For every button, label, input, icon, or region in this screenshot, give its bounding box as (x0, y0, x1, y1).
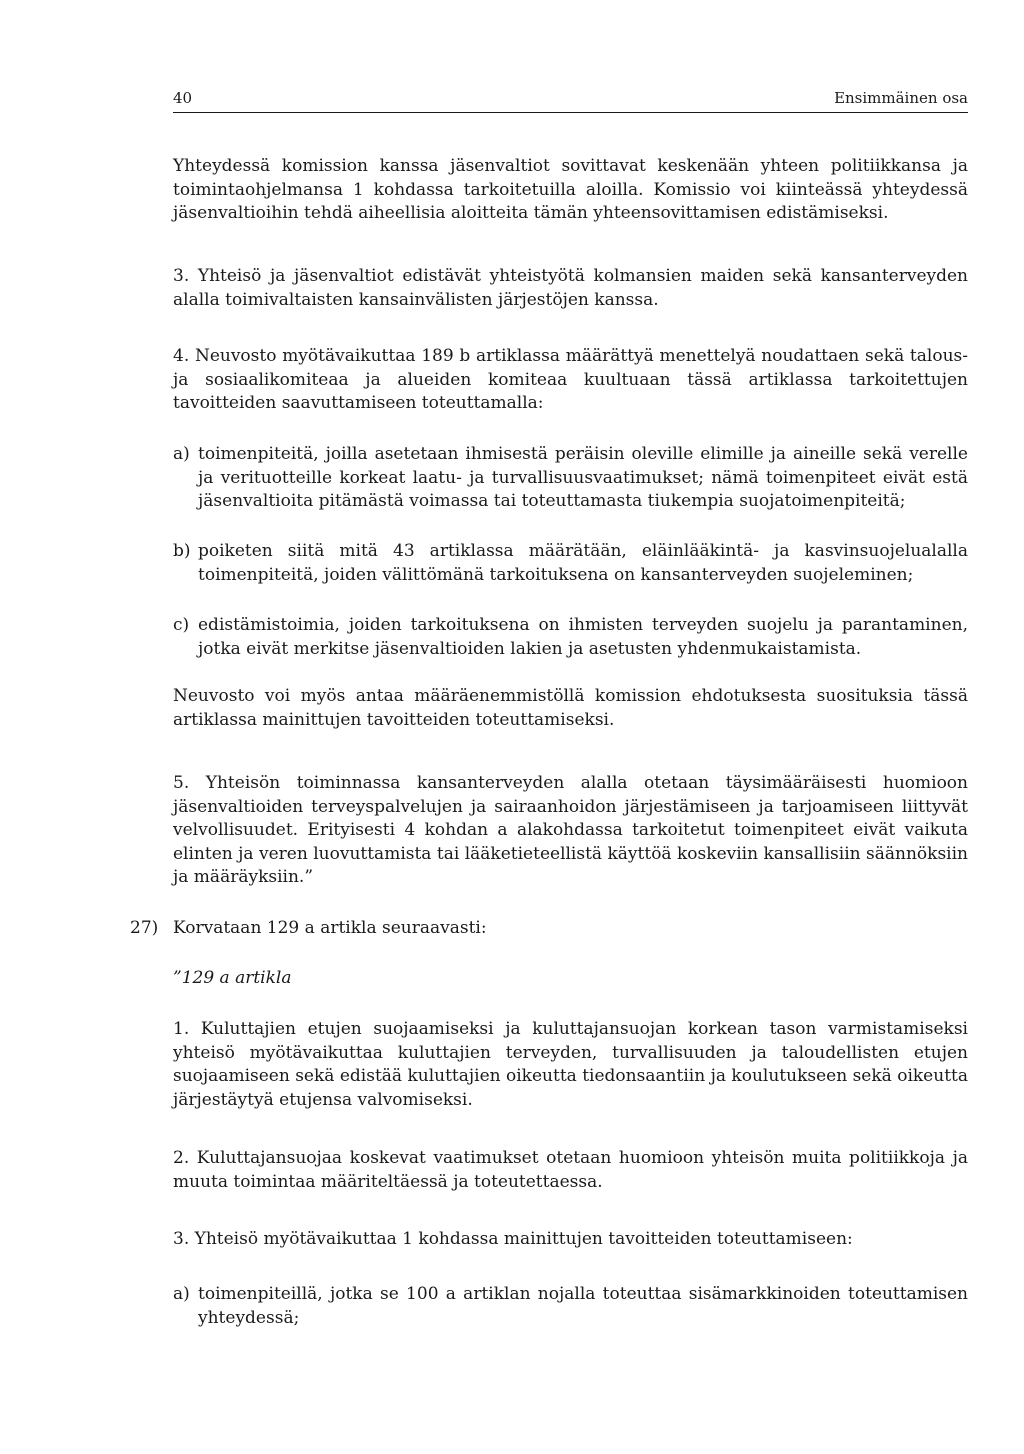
paragraph-council: Neuvosto voi myös antaa määräenemmistöllä komission ehdotuksesta suosituksia tässä artiklassa mainittujen tavoitteiden toteuttamiseksi. (173, 686, 968, 730)
article-heading: ”129 a artikla (173, 968, 292, 988)
item-b-label: b) (173, 541, 191, 561)
paragraph-4: 4. Neuvosto myötävaikuttaa 189 b artiklassa määrättyä menettelyä noudattaen sekä talous- ja sosiaalikomiteaa ja alueiden komiteaa kuultuaan tässä artiklassa tarkoitettujen tavoitteiden saavuttamiseen toteuttamalla: (173, 346, 968, 413)
item-27-label: 27) (130, 918, 159, 938)
page-number: 40 (173, 89, 193, 107)
article-paragraph-3: 3. Yhteisö myötävaikuttaa 1 kohdassa mainittujen tavoitteiden toteuttamiseen: (173, 1229, 853, 1249)
item-a-label: a) (173, 444, 190, 464)
article-paragraph-2: 2. Kuluttajansuojaa koskevat vaatimukset otetaan huomioon yhteisön muita politiikkoja ja muuta toimintaa määriteltäessä ja toteutettaessa. (173, 1148, 968, 1192)
paragraph-4c: edistämistoimia, joiden tarkoituksena on ihmisten terveyden suojelu ja parantaminen, jotka eivät merkitse jäsenvaltioiden lakien ja asetusten yhdenmukaistamista. (198, 615, 968, 659)
page-header (173, 84, 968, 113)
paragraph-5: 5. Yhteisön toiminnassa kansanterveyden alalla otetaan täysimääräisesti huomioon jäsenvaltioiden terveyspalvelujen ja sairaanhoidon järjestämiseen ja tarjoamiseen liittyvät velvollisuudet. Erityisesti 4 kohdan a alakohdassa tarkoitetut toimenpiteet eivät vaikuta elinten ja veren luovuttamista tai lääketieteellistä käyttöä koskeviin kansallisiin säännöksiin ja määräyksiin.” (173, 773, 968, 887)
paragraph-3: 3. Yhteisö ja jäsenvaltiot edistävät yhteistyötä kolmansien maiden sekä kansanterveyden alalla toimivaltaisten kansainvälisten järjestöjen kanssa. (173, 266, 968, 310)
article-paragraph-1: 1. Kuluttajien etujen suojaamiseksi ja kuluttajansuojan korkean tason varmistamiseksi yhteisö myötävaikuttaa kuluttajien terveyden, turvallisuuden ja taloudellisten etujen suojaamiseen sekä edistää kuluttajien oikeutta tiedonsaantiin ja koulutukseen sekä oikeutta järjestäytyä etujensa valvomiseksi. (173, 1019, 968, 1110)
article-item-a-label: a) (173, 1284, 190, 1304)
paragraph-4a: toimenpiteitä, joilla asetetaan ihmisestä peräisin oleville elimille ja aineille sekä verelle ja verituotteille korkeat laatu- ja turvallisuusvaatimukset; nämä toimenpiteet eivät estä jäsenvaltioita pitämästä voimassa tai toteuttamasta tiukempia suojatoimenpiteitä; (198, 444, 968, 511)
article-paragraph-3a: toimenpiteillä, jotka se 100 a artiklan nojalla toteuttaa sisämarkkinoiden toteuttamisen yhteydessä; (198, 1284, 968, 1328)
item-27-text: Korvataan 129 a artikla seuraavasti: (173, 918, 487, 938)
paragraph-4b: poiketen siitä mitä 43 artiklassa määrätään, eläinlääkintä- ja kasvinsuojelualalla toimenpiteitä, joiden välittömänä tarkoituksena on kansanterveyden suojeleminen; (198, 541, 968, 585)
paragraph-intro: Yhteydessä komission kanssa jäsenvaltiot sovittavat keskenään yhteen politiikkansa ja toimintaohjelmansa 1 kohdassa tarkoitetuilla aloilla. Komissio voi kiinteässä yhteydessä jäsenvaltioihin tehdä aiheellisia aloitteita tämän yhteensovittamisen edistämiseksi. (173, 156, 968, 223)
item-c-label: c) (173, 615, 190, 635)
section-title: Ensimmäinen osa (834, 89, 968, 107)
